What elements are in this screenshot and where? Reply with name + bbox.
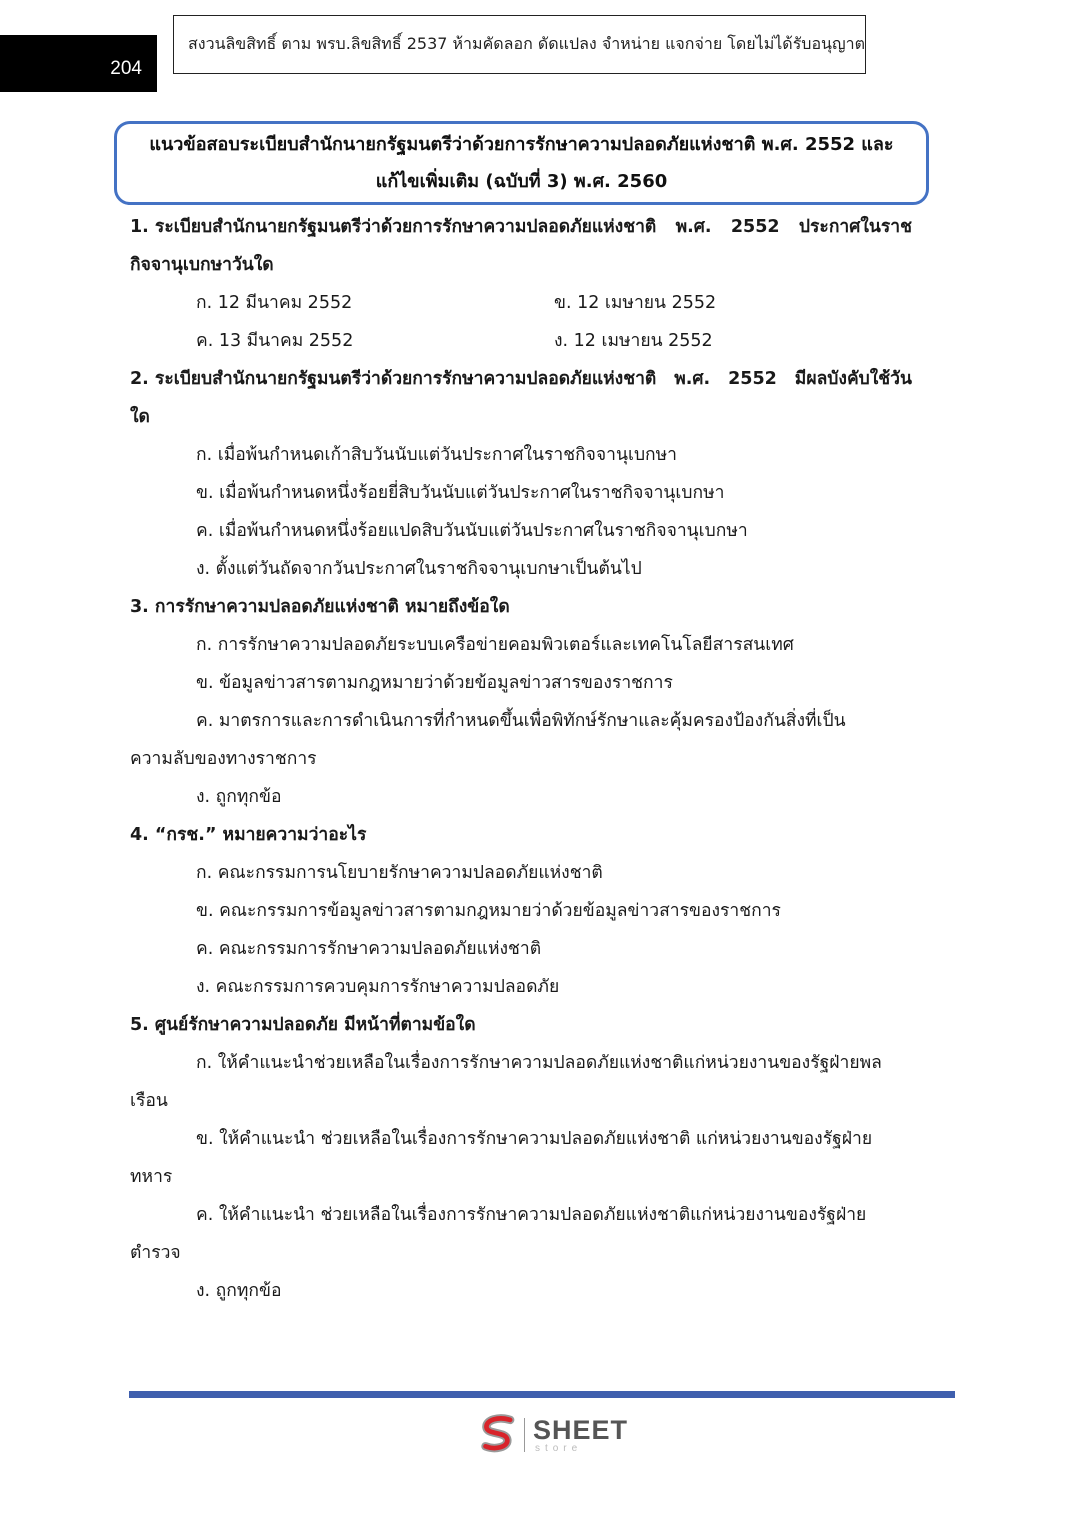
option: ง. ถูกทุกข้อ — [196, 1281, 282, 1301]
sheet-store-logo — [478, 1411, 628, 1459]
option-cont: เรือน — [130, 1091, 168, 1111]
question-1-text-a: 1. ระเบียบสำนักนายกรัฐมนตรีว่าด้วยการรักษาความปลอดภัยแห่งชาติ — [130, 217, 657, 237]
option: ข. ข้อมูลข่าวสารตามกฎหมายว่าด้วยข้อมูลข่าวสารของราชการ — [196, 673, 673, 693]
footer-rule — [129, 1391, 955, 1398]
question-1-cont: กิจจานุเบกษาวันใด — [130, 255, 274, 275]
option: ง. ถูกทุกข้อ — [196, 787, 282, 807]
option: ง. 12 เมษายน 2552 — [554, 331, 713, 351]
option: ค. 13 มีนาคม 2552 — [196, 331, 354, 351]
question-5: 5. ศูนย์รักษาความปลอดภัย มีหน้าที่ตามข้อใด — [130, 1015, 476, 1035]
copyright-notice: สงวนลิขสิทธิ์ ตาม พรบ.ลิขสิทธิ์ 2537 ห้ามคัดลอก ดัดแปลง จำหน่าย แจกจ่าย โดยไม่ได้รับอนุญาต — [173, 15, 866, 74]
question-4: 4. “กรช.” หมายความว่าอะไร — [130, 825, 367, 845]
option: ก. การรักษาความปลอดภัยระบบเครือข่ายคอมพิวเตอร์และเทคโนโลยีสารสนเทศ — [196, 635, 794, 655]
logo-separator — [524, 1418, 525, 1452]
question-1 — [130, 208, 912, 246]
option: ง. คณะกรรมการควบคุมการรักษาความปลอดภัย — [196, 977, 560, 997]
question-1-text-c: 2552 — [730, 217, 780, 237]
question-2-cont: ใด — [130, 407, 150, 427]
question-1-text-b: พ.ศ. — [675, 217, 712, 237]
option: ข. 12 เมษายน 2552 — [554, 293, 717, 313]
option: ค. มาตรการและการดำเนินการที่กำหนดขึ้นเพื่อพิทักษ์รักษาและคุ้มครองป้องกันสิ่งที่เป็น — [196, 711, 846, 731]
option: ข. คณะกรรมการข้อมูลข่าวสารตามกฎหมายว่าด้วยข้อมูลข่าวสารของราชการ — [196, 901, 781, 921]
option: ก. คณะกรรมการนโยบายรักษาความปลอดภัยแห่งชาติ — [196, 863, 603, 883]
question-2-text-d: มีผลบังคับใช้วัน — [794, 369, 912, 389]
option: ง. ตั้งแต่วันถัดจากวันประกาศในราชกิจจานุเบกษาเป็นต้นไป — [196, 559, 642, 579]
option: ข. ให้คำแนะนำ ช่วยเหลือในเรื่องการรักษาความปลอดภัยแห่งชาติ แก่หน่วยงานของรัฐฝ่าย — [196, 1129, 873, 1149]
option: ค. ให้คำแนะนำ ช่วยเหลือในเรื่องการรักษาความปลอดภัยแห่งชาติแก่หน่วยงานของรัฐฝ่าย — [196, 1205, 867, 1225]
option: ค. คณะกรรมการรักษาความปลอดภัยแห่งชาติ — [196, 939, 542, 959]
option-cont: ความลับของทางราชการ — [130, 749, 317, 769]
title-line-2: แก้ไขเพิ่มเติม (ฉบับที่ 3) พ.ศ. 2560 — [375, 171, 668, 192]
option: ค. เมื่อพ้นกำหนดหนึ่งร้อยแปดสิบวันนับแต่วันประกาศในราชกิจจานุเบกษา — [196, 521, 748, 541]
question-list — [130, 208, 912, 1310]
logo-wordmark — [532, 1414, 628, 1454]
option: ก. 12 มีนาคม 2552 — [196, 293, 353, 313]
title-line-1: แนวข้อสอบระเบียบสำนักนายกรัฐมนตรีว่าด้วยการรักษาความปลอดภัยแห่งชาติ พ.ศ. 2552 และ — [149, 134, 894, 155]
question-2-text-a: 2. ระเบียบสำนักนายกรัฐมนตรีว่าด้วยการรักษาความปลอดภัยแห่งชาติ — [130, 369, 657, 389]
option-cont: ทหาร — [130, 1167, 173, 1187]
page-number: 204 — [0, 35, 157, 92]
question-2-text-b: พ.ศ. — [674, 369, 711, 389]
question-3: 3. การรักษาความปลอดภัยแห่งชาติ หมายถึงข้อใด — [130, 597, 510, 617]
option: ก. ให้คำแนะนำช่วยเหลือในเรื่องการรักษาความปลอดภัยแห่งชาติแก่หน่วยงานของรัฐฝ่ายพล — [196, 1053, 882, 1073]
sheet-store-s-icon — [478, 1413, 520, 1457]
question-1-options-row-1 — [130, 284, 912, 322]
question-1-options-row-2 — [130, 322, 912, 360]
question-2-text-c: 2552 — [728, 369, 777, 389]
logo-sub-text: store — [534, 1442, 583, 1454]
document-title — [114, 121, 929, 205]
question-1-text-d: ประกาศในราช — [798, 217, 912, 237]
option-cont: ตำรวจ — [130, 1243, 181, 1263]
option: ข. เมื่อพ้นกำหนดหนึ่งร้อยยี่สิบวันนับแต่วันประกาศในราชกิจจานุเบกษา — [196, 483, 725, 503]
logo-main-text: SHEET — [532, 1414, 628, 1445]
question-2 — [130, 360, 912, 398]
option: ก. เมื่อพ้นกำหนดเก้าสิบวันนับแต่วันประกาศในราชกิจจานุเบกษา — [196, 445, 678, 465]
